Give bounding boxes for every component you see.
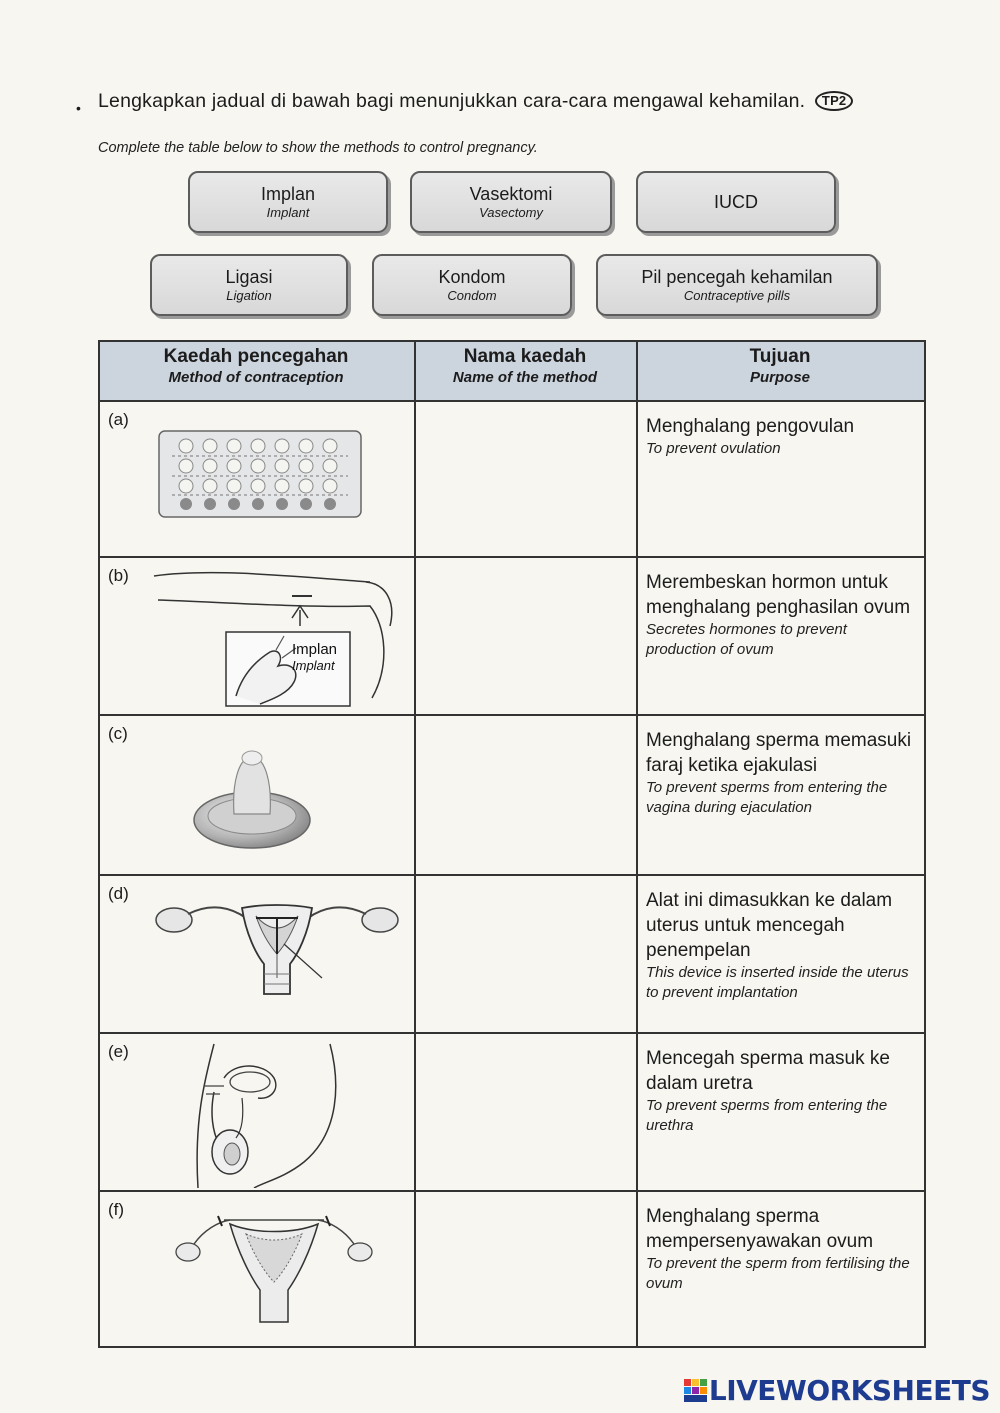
implant-label-malay: Implan <box>292 641 338 658</box>
header-method <box>98 346 414 388</box>
row-label: (c) <box>108 724 128 743</box>
purpose-english: Secretes hormones to prevent production of ovum <box>646 621 847 658</box>
answer-field[interactable] <box>420 722 630 868</box>
header-english: Purpose <box>749 369 810 386</box>
header-malay: Tujuan <box>749 346 811 367</box>
purpose-cell <box>646 570 921 660</box>
question-malay-text: Lengkapkan jadual di bawah bagi menunjukkan cara-cara mengawal kehamilan. <box>98 90 806 112</box>
purpose-malay: Mencegah sperma masuk ke dalam uretra <box>646 1048 890 1094</box>
option-malay: Kondom <box>438 266 506 287</box>
header-english: Method of contraception <box>168 369 344 386</box>
row-label: (f) <box>108 1200 125 1219</box>
option-english: Condom <box>447 287 497 303</box>
purpose-english: To prevent sperms from entering the urethra <box>646 1097 888 1134</box>
option-ligation <box>150 254 348 316</box>
purpose-english: To prevent ovulation <box>646 440 781 457</box>
option-iucd <box>636 171 836 233</box>
answer-field[interactable] <box>420 1040 630 1184</box>
purpose-cell <box>646 728 921 818</box>
pill-pack-image <box>158 430 362 518</box>
option-malay: IUCD <box>714 192 758 212</box>
table-row <box>98 716 926 874</box>
table-row <box>98 402 926 556</box>
condom-image <box>188 744 318 854</box>
implant-arm-image <box>150 566 414 708</box>
purpose-malay: Menghalang sperma memasuki faraj ketika ejakulasi <box>646 730 912 776</box>
table-row <box>98 1034 926 1190</box>
header-name <box>414 346 636 388</box>
option-english: Contraceptive pills <box>683 287 791 303</box>
table-row <box>98 876 926 1032</box>
purpose-cell <box>646 414 921 459</box>
option-condom <box>372 254 572 316</box>
purpose-malay: Menghalang sperma mempersenyawakan ovum <box>646 1206 874 1252</box>
purpose-english: To prevent sperms from entering the vagina during ejaculation <box>646 779 888 816</box>
table-row <box>98 558 926 714</box>
male-reproductive-image <box>184 1042 344 1188</box>
liveworksheets-logo <box>683 1374 990 1407</box>
row-label: (b) <box>108 566 129 585</box>
purpose-cell <box>646 888 921 1003</box>
table-border-bottom <box>98 1346 926 1348</box>
question-malay <box>98 88 928 114</box>
header-malay: Kaedah pencegahan <box>163 346 349 367</box>
option-implant <box>188 171 388 233</box>
contraception-table <box>98 340 926 1348</box>
purpose-cell <box>646 1204 921 1294</box>
option-contraceptive-pills <box>596 254 878 316</box>
purpose-english: This device is inserted inside the uterus to prevent implantation <box>646 964 909 1001</box>
uterus-ligation-image <box>174 1212 374 1330</box>
answer-field[interactable] <box>420 1198 630 1340</box>
answer-field[interactable] <box>420 564 630 708</box>
row-label: (d) <box>108 884 129 903</box>
purpose-malay: Alat ini dimasukkan ke dalam uterus untuk mencegah penempelan <box>646 890 893 961</box>
header-english: Name of the method <box>452 369 598 386</box>
row-label: (a) <box>108 410 129 429</box>
option-malay: Vasektomi <box>469 183 553 204</box>
purpose-malay: Menghalang pengovulan <box>646 416 855 437</box>
question-english: Complete the table below to show the methods to control pregnancy. <box>98 140 538 156</box>
option-vasectomy <box>410 171 612 233</box>
header-malay: Nama kaedah <box>463 346 587 367</box>
table-row <box>98 1192 926 1346</box>
purpose-malay: Merembeskan hormon untuk menghalang penghasilan ovum <box>646 572 911 618</box>
purpose-english: To prevent the sperm from fertilising the ovum <box>646 1255 910 1292</box>
implant-label-english: Implant <box>292 658 335 673</box>
option-english: Vasectomy <box>479 204 543 220</box>
option-english: Implant <box>266 204 310 220</box>
option-malay: Implan <box>260 183 316 204</box>
question-bullet: • <box>76 100 81 116</box>
tp-badge: TP2 <box>815 91 853 111</box>
brand-text: LIVEWORKSHEETS <box>708 1374 990 1407</box>
answer-field[interactable] <box>420 408 630 550</box>
header-purpose <box>636 346 924 388</box>
option-english: Ligation <box>226 287 272 303</box>
row-label: (e) <box>108 1042 129 1061</box>
uterus-iucd-image <box>152 894 402 1004</box>
option-malay: Ligasi <box>225 266 273 287</box>
option-malay: Pil pencegah kehamilan <box>641 266 833 287</box>
brand-icon <box>683 1378 709 1404</box>
purpose-cell <box>646 1046 921 1136</box>
answer-field[interactable] <box>420 882 630 1026</box>
